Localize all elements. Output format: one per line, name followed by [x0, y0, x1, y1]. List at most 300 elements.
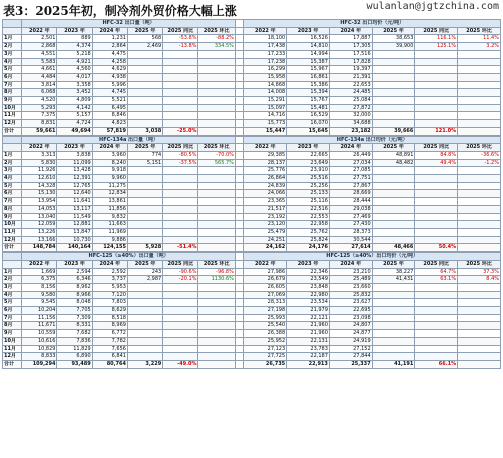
table-cell: [458, 89, 501, 97]
table-cell: 30,544: [329, 236, 372, 244]
column-header: 2023 年: [287, 144, 330, 152]
table-cell: 24,162: [244, 244, 287, 252]
table-cell: 334.5%: [198, 43, 235, 51]
table-cell: [198, 58, 235, 66]
table-row: [3, 221, 501, 229]
table-cell: [372, 89, 415, 97]
table-cell: [372, 175, 415, 183]
table-cell: 774: [127, 151, 162, 159]
table-cell: 57,819: [92, 127, 127, 135]
table-cell: [458, 360, 501, 368]
table-cell: [415, 322, 458, 330]
table-cell: 10,204: [22, 307, 57, 315]
table-cell: 8,831: [22, 120, 57, 128]
table-cell: [415, 198, 458, 206]
table-cell: 8,833: [22, 353, 57, 361]
table-cell: [198, 283, 235, 291]
column-header: 2022 年: [22, 260, 57, 268]
table-cell: [163, 314, 198, 322]
table-cell: 7,309: [57, 314, 92, 322]
table-cell: 6,890: [57, 353, 92, 361]
row-label: 10月: [3, 104, 22, 112]
column-gap: [235, 120, 244, 128]
table-cell: [127, 73, 162, 81]
table-cell: 11.4%: [458, 35, 501, 43]
table-cell: 7,782: [92, 337, 127, 345]
row-label: 4月: [3, 58, 22, 66]
table-cell: 9,918: [92, 167, 127, 175]
table-cell: 27,123: [244, 345, 287, 353]
table-cell: 22,665: [287, 151, 330, 159]
table-cell: 17,238: [244, 58, 287, 66]
table-cell: [415, 120, 458, 128]
row-label: 6月: [3, 307, 22, 315]
table-cell: 4,809: [57, 97, 92, 105]
table-cell: 80,764: [92, 360, 127, 368]
table-cell: [163, 291, 198, 299]
table-cell: 10,559: [22, 330, 57, 338]
table-cell: 15,958: [244, 73, 287, 81]
table-cell: 4,560: [57, 66, 92, 74]
table-row: [3, 314, 501, 322]
table-cell: 16,529: [287, 112, 330, 120]
table-cell: 23,210: [329, 268, 372, 276]
column-header: 2023 年: [287, 27, 330, 35]
column-gap: [235, 112, 244, 120]
table-cell: 4,520: [22, 97, 57, 105]
table-cell: [163, 190, 198, 198]
column-header: 2023 年: [57, 144, 92, 152]
table-cell: 7,836: [57, 337, 92, 345]
table-cell: [198, 330, 235, 338]
column-header: 2023 年: [287, 260, 330, 268]
table-cell: [127, 283, 162, 291]
row-label: 12月: [3, 353, 22, 361]
table-cell: 5,218: [57, 50, 92, 58]
table-cell: 13,954: [22, 198, 57, 206]
table-cell: -96.8%: [198, 268, 235, 276]
column-gap: [235, 260, 244, 268]
table-cell: 23,534: [287, 299, 330, 307]
table-cell: 7,682: [57, 330, 92, 338]
table-row: [3, 35, 501, 43]
table-cell: 66.1%: [415, 360, 458, 368]
table-cell: [372, 283, 415, 291]
table-cell: [127, 353, 162, 361]
table-cell: 2,864: [92, 43, 127, 51]
table-cell: [127, 190, 162, 198]
table-cell: 5,151: [127, 159, 162, 167]
table-cell: 38,227: [372, 268, 415, 276]
table-title-row: [3, 253, 501, 261]
table-row: [3, 81, 501, 89]
table-row: [3, 276, 501, 284]
column-gap: [235, 167, 244, 175]
table-cell: [127, 104, 162, 112]
table-cell: [372, 291, 415, 299]
table-cell: [198, 244, 235, 252]
table-cell: [415, 213, 458, 221]
table-cell: 22,980: [287, 291, 330, 299]
table-cell: 16,526: [287, 35, 330, 43]
table-cell: 22,958: [287, 221, 330, 229]
row-label: 10月: [3, 337, 22, 345]
table-cell: 24,919: [329, 337, 372, 345]
column-header: 2025 环比: [198, 144, 235, 152]
table-cell: 24,176: [287, 244, 330, 252]
table-cell: 3,313: [22, 151, 57, 159]
table-cell: [198, 81, 235, 89]
table-cell: 15,394: [287, 89, 330, 97]
table-row: [3, 299, 501, 307]
table-cell: [198, 345, 235, 353]
table-cell: [458, 81, 501, 89]
table-cell: 29,038: [329, 205, 372, 213]
table-cell: [415, 104, 458, 112]
table-cell: [415, 291, 458, 299]
table-cell: [163, 104, 198, 112]
table-cell: [415, 337, 458, 345]
table-cell: 17,438: [244, 43, 287, 51]
table-cell: 25,540: [244, 322, 287, 330]
column-gap: [235, 182, 244, 190]
table-row: [3, 190, 501, 198]
table-header-row: [3, 144, 501, 152]
column-header: 2024 年: [329, 260, 372, 268]
table-cell: 13,040: [22, 213, 57, 221]
table-cell: 25,116: [287, 198, 330, 206]
table-cell: [372, 228, 415, 236]
table-cell: 22,131: [287, 337, 330, 345]
row-label: 2月: [3, 43, 22, 51]
row-label: 8月: [3, 322, 22, 330]
left-table-title: HFC-134a 出口量（吨）: [22, 136, 236, 144]
table-cell: 8,846: [92, 112, 127, 120]
row-label: 7月: [3, 198, 22, 206]
table-cell: 9,580: [22, 291, 57, 299]
table-cell: -70.0%: [198, 151, 235, 159]
table-cell: [372, 120, 415, 128]
table-cell: 17,516: [329, 50, 372, 58]
table-cell: [372, 307, 415, 315]
table-cell: 21,960: [287, 322, 330, 330]
table-cell: 11,099: [57, 159, 92, 167]
table-cell: 15,967: [287, 66, 330, 74]
table-cell: [127, 66, 162, 74]
table-cell: [415, 299, 458, 307]
table-cell: 124,155: [92, 244, 127, 252]
table-cell: [163, 182, 198, 190]
table-cell: 39,666: [372, 127, 415, 135]
left-table-title: HFC-125（≥40%）出口量（吨）: [22, 253, 236, 261]
column-header: 2022 年: [22, 144, 57, 152]
table-row: [3, 66, 501, 74]
table-cell: 14,994: [287, 50, 330, 58]
table-cell: [163, 58, 198, 66]
table-cell: 12,391: [57, 175, 92, 183]
table-row: [3, 213, 501, 221]
table-cell: 12,059: [22, 221, 57, 229]
table-cell: 15,387: [287, 58, 330, 66]
row-label: 5月: [3, 182, 22, 190]
table-cell: 6,772: [92, 330, 127, 338]
table-cell: 1130.6%: [198, 276, 235, 284]
column-gap: [235, 27, 244, 35]
table-cell: 140,164: [57, 244, 92, 252]
column-gap: [235, 175, 244, 183]
table-cell: [198, 175, 235, 183]
table-row: [3, 159, 501, 167]
table-cell: 12,640: [57, 190, 92, 198]
table-cell: -36.6%: [458, 151, 501, 159]
table-cell: 11,671: [22, 322, 57, 330]
table-row: [3, 205, 501, 213]
table-cell: 41,191: [372, 360, 415, 368]
table-cell: [372, 198, 415, 206]
column-header: 2025 年: [372, 260, 415, 268]
table-cell: [458, 244, 501, 252]
table-cell: [458, 120, 501, 128]
table-cell: 26,449: [329, 151, 372, 159]
table-cell: 11,156: [22, 314, 57, 322]
column-header: 2025 同比: [415, 260, 458, 268]
table-cell: 13,847: [57, 228, 92, 236]
table-cell: [127, 345, 162, 353]
table-cell: [458, 283, 501, 291]
column-gap: [235, 299, 244, 307]
table-cell: 27,844: [329, 353, 372, 361]
table-total-row: [3, 360, 501, 368]
row-label: 12月: [3, 236, 22, 244]
table-cell: 3,838: [57, 151, 92, 159]
table-cell: [198, 190, 235, 198]
table-cell: 28,669: [329, 190, 372, 198]
table-cell: 22,187: [287, 353, 330, 361]
table-row: [3, 58, 501, 66]
table-cell: 23,660: [329, 283, 372, 291]
table-cell: [127, 307, 162, 315]
table-cell: [415, 330, 458, 338]
column-gap: [235, 213, 244, 221]
row-label: 9月: [3, 97, 22, 105]
table-cell: [198, 221, 235, 229]
table-cell: [458, 127, 501, 135]
table-cell: [415, 314, 458, 322]
table-cell: 9,960: [92, 175, 127, 183]
column-gap: [235, 276, 244, 284]
table-cell: [127, 314, 162, 322]
table-cell: [127, 50, 162, 58]
table-cell: 11,549: [57, 213, 92, 221]
table-cell: [415, 167, 458, 175]
table-cell: 3,960: [92, 151, 127, 159]
table-cell: 25,832: [329, 291, 372, 299]
column-gap: [235, 151, 244, 159]
table-cell: 1,231: [92, 35, 127, 43]
row-label: 2月: [3, 276, 22, 284]
column-gap: [235, 345, 244, 353]
table-cell: 125.1%: [415, 43, 458, 51]
table-cell: 2,868: [22, 43, 57, 51]
table-cell: [127, 299, 162, 307]
table-cell: [198, 182, 235, 190]
table-cell: [198, 104, 235, 112]
table-cell: 11,641: [57, 198, 92, 206]
column-gap: [235, 58, 244, 66]
column-header: 2025 年: [127, 144, 162, 152]
column-gap: [235, 244, 244, 252]
table-cell: [415, 112, 458, 120]
table-cell: [415, 58, 458, 66]
table-cell: 4,017: [57, 73, 92, 81]
table-cell: 63.1%: [415, 276, 458, 284]
table-row: [3, 322, 501, 330]
table-cell: 148,784: [22, 244, 57, 252]
table-cell: [415, 236, 458, 244]
table-cell: 1,669: [22, 268, 57, 276]
table-cell: 5,996: [92, 81, 127, 89]
table-cell: 15,291: [244, 97, 287, 105]
table-cell: 27,469: [329, 213, 372, 221]
table-cell: [458, 167, 501, 175]
table-cell: 32,000: [329, 112, 372, 120]
watermark-email: wulanlan@jgtzchina.com: [366, 1, 499, 12]
table-cell: [415, 283, 458, 291]
table-cell: 23,120: [244, 221, 287, 229]
table-cell: [198, 307, 235, 315]
table-cell: 25,256: [287, 182, 330, 190]
table-cell: [458, 104, 501, 112]
column-header: 2025 环比: [458, 144, 501, 152]
table-cell: 23,549: [287, 276, 330, 284]
column-gap: [235, 73, 244, 81]
row-label: 4月: [3, 175, 22, 183]
table-cell: 22,653: [329, 81, 372, 89]
table-cell: 17,305: [329, 43, 372, 51]
table-cell: 9,886: [92, 236, 127, 244]
table-cell: 23,192: [244, 213, 287, 221]
column-gap: [235, 253, 244, 261]
table-cell: 15,645: [287, 127, 330, 135]
table-cell: 15,386: [287, 81, 330, 89]
table-cell: 889: [57, 35, 92, 43]
table-cell: [415, 182, 458, 190]
table-row: [3, 337, 501, 345]
table-cell: [415, 73, 458, 81]
table-cell: 22,516: [287, 205, 330, 213]
table-cell: [372, 236, 415, 244]
row-label: 9月: [3, 213, 22, 221]
column-gap: [235, 314, 244, 322]
table-cell: 6,346: [57, 276, 92, 284]
table-row: [3, 112, 501, 120]
table-cell: 48,466: [372, 244, 415, 252]
table-cell: 5,928: [127, 244, 162, 252]
table-cell: 7,705: [57, 307, 92, 315]
row-label: 4月: [3, 291, 22, 299]
table-cell: 24,485: [329, 89, 372, 97]
row-label: 11月: [3, 112, 22, 120]
table-cell: [163, 337, 198, 345]
table-cell: [163, 50, 198, 58]
table-cell: [415, 228, 458, 236]
table-row: [3, 43, 501, 51]
table-cell: [372, 330, 415, 338]
column-gap: [235, 104, 244, 112]
table-cell: [372, 190, 415, 198]
table-cell: 27,986: [244, 268, 287, 276]
table-cell: 11,926: [22, 167, 57, 175]
table-cell: [458, 299, 501, 307]
column-header: 2022 年: [244, 144, 287, 152]
table-cell: 23,627: [329, 299, 372, 307]
column-gap: [235, 43, 244, 51]
column-header: 2024 年: [329, 27, 372, 35]
column-gap: [235, 127, 244, 135]
table-cell: [163, 198, 198, 206]
table-cell: [372, 167, 415, 175]
table-cell: 16,070: [287, 120, 330, 128]
table-cell: 39,900: [372, 43, 415, 51]
table-cell: 93,489: [57, 360, 92, 368]
table-cell: 8,331: [57, 322, 92, 330]
table-cell: [163, 89, 198, 97]
table-cell: 24,839: [244, 182, 287, 190]
table-cell: [163, 73, 198, 81]
table-cell: [163, 205, 198, 213]
table-cell: 22,913: [287, 360, 330, 368]
table-cell: [458, 221, 501, 229]
table-cell: 25,084: [329, 97, 372, 105]
table-cell: [127, 89, 162, 97]
table-cell: [198, 213, 235, 221]
table-cell: -80.5%: [163, 151, 198, 159]
table-cell: [198, 299, 235, 307]
table-cell: 15,130: [22, 190, 57, 198]
column-gap: [235, 159, 244, 167]
table-cell: 27,725: [244, 353, 287, 361]
table-cell: 3,038: [127, 127, 162, 135]
table-cell: 27,069: [244, 291, 287, 299]
table-cell: 64.7%: [415, 268, 458, 276]
table-cell: 13,428: [57, 167, 92, 175]
table-cell: 2,594: [57, 268, 92, 276]
table-cell: 24,807: [329, 322, 372, 330]
column-header: 2024 年: [329, 144, 372, 152]
table-cell: [458, 73, 501, 81]
table-cell: 14,008: [244, 89, 287, 97]
table-cell: 27,614: [329, 244, 372, 252]
table-cell: [127, 81, 162, 89]
table-cell: 15,767: [287, 97, 330, 105]
row-label: 5月: [3, 66, 22, 74]
row-label: 合计: [3, 360, 22, 368]
table-cell: [163, 81, 198, 89]
table-cell: 4,724: [57, 120, 92, 128]
table-cell: [198, 205, 235, 213]
column-gap: [235, 291, 244, 299]
table-cell: 25,952: [244, 337, 287, 345]
empty-cell: [3, 136, 22, 144]
column-header: 2024 年: [92, 27, 127, 35]
column-header: 2022 年: [244, 260, 287, 268]
table-title-row: [3, 20, 501, 28]
table-cell: 24,251: [244, 236, 287, 244]
table-cell: [198, 73, 235, 81]
column-header: 2025 同比: [163, 27, 198, 35]
table-cell: 15,447: [244, 127, 287, 135]
table-cell: 49,694: [57, 127, 92, 135]
